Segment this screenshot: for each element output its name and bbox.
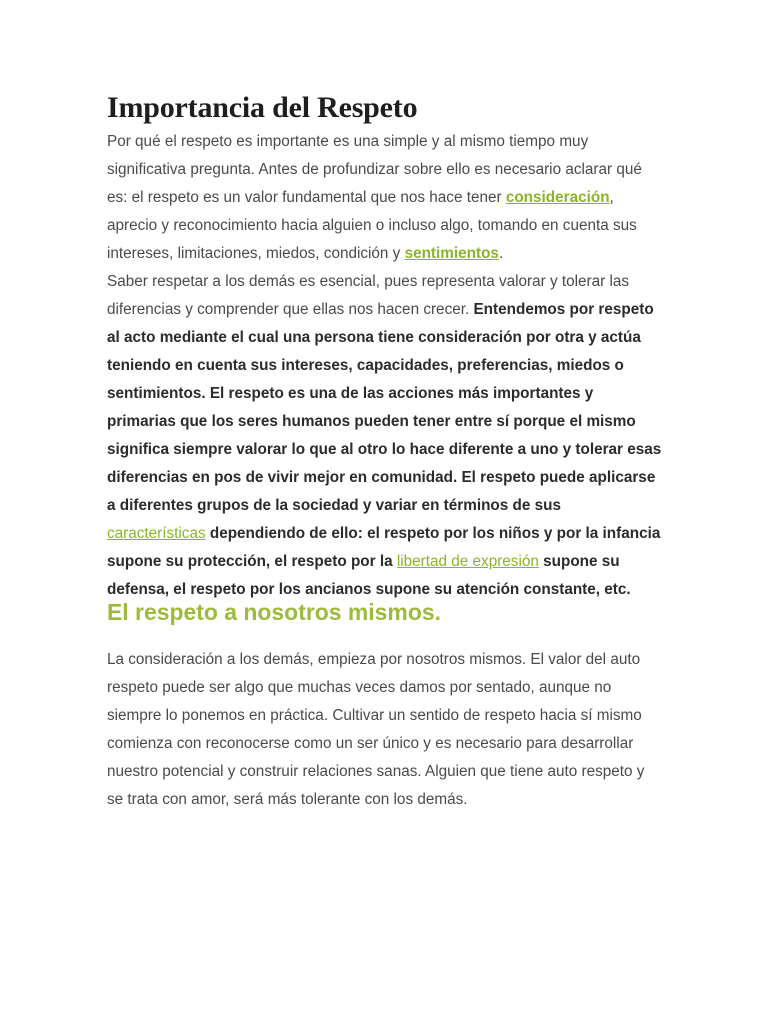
link-caracteristicas[interactable]: características <box>107 525 206 542</box>
intro-text-1: Por qué el respeto es importante es una simple y al mismo tiempo muy significativa pregunta. Antes de profundizar sobre ello es necesario aclarar qué es: el respeto es un valor fundamental que nos hace tener <box>107 133 642 206</box>
intro-text-3: . <box>498 245 504 262</box>
definition-bold-1: Entendemos por respeto al acto mediante el cual una persona tiene consideración por otra y actúa teniendo en cuenta sus intereses, capacidades, preferencias, miedos o sentimientos. El respeto es una de las acciones más importantes y primarias que los seres humanos pueden tener entre sí porque el mismo significa siempre valorar lo que al otro lo hace diferente a uno y tolerar esas diferencias en pos de vivir mejor en comunidad. El respeto puede aplicarse a diferentes grupos de la sociedad y variar en términos de sus <box>107 301 662 514</box>
link-sentimientos[interactable]: sentimientos <box>404 245 499 262</box>
section-subheading: El respeto a nosotros mismos. <box>107 599 441 625</box>
page-title: Importancia del Respeto <box>107 91 418 124</box>
definition-bold-2: dependiendo de ello: el respeto por los niños y por la infancia supone su protección, el respeto por la <box>107 525 661 570</box>
self-respect-paragraph: La consideración a los demás, empieza por nosotros mismos. El valor del auto respeto puede ser algo que muchas veces damos por sentado, aunque no siempre lo ponemos en práctica. Cultivar un sentido de respeto hacia sí mismo comienza con reconocerse como un ser único y es necesario para desarrollar nuestro potencial y construir relaciones sanas. Alguien que tiene auto respeto y se trata con amor, será más tolerante con los demás. <box>107 651 645 808</box>
intro-paragraph <box>107 128 663 268</box>
link-libertad-de-expresion[interactable]: libertad de expresión <box>396 553 539 570</box>
definition-bold-3: supone su defensa, el respeto por los ancianos supone su atención constante, etc. <box>107 553 631 598</box>
document-page <box>107 88 663 814</box>
intro-text-2: , aprecio y reconocimiento hacia alguien o incluso algo, tomando en cuenta sus intereses, limitaciones, miedos, condición y <box>107 189 637 262</box>
definition-paragraph <box>107 268 663 604</box>
link-consideracion[interactable]: consideración <box>505 189 610 206</box>
definition-text-1: Saber respetar a los demás es esencial, pues representa valorar y tolerar las diferencias y comprender que ellas nos hacen crecer. <box>107 273 630 318</box>
